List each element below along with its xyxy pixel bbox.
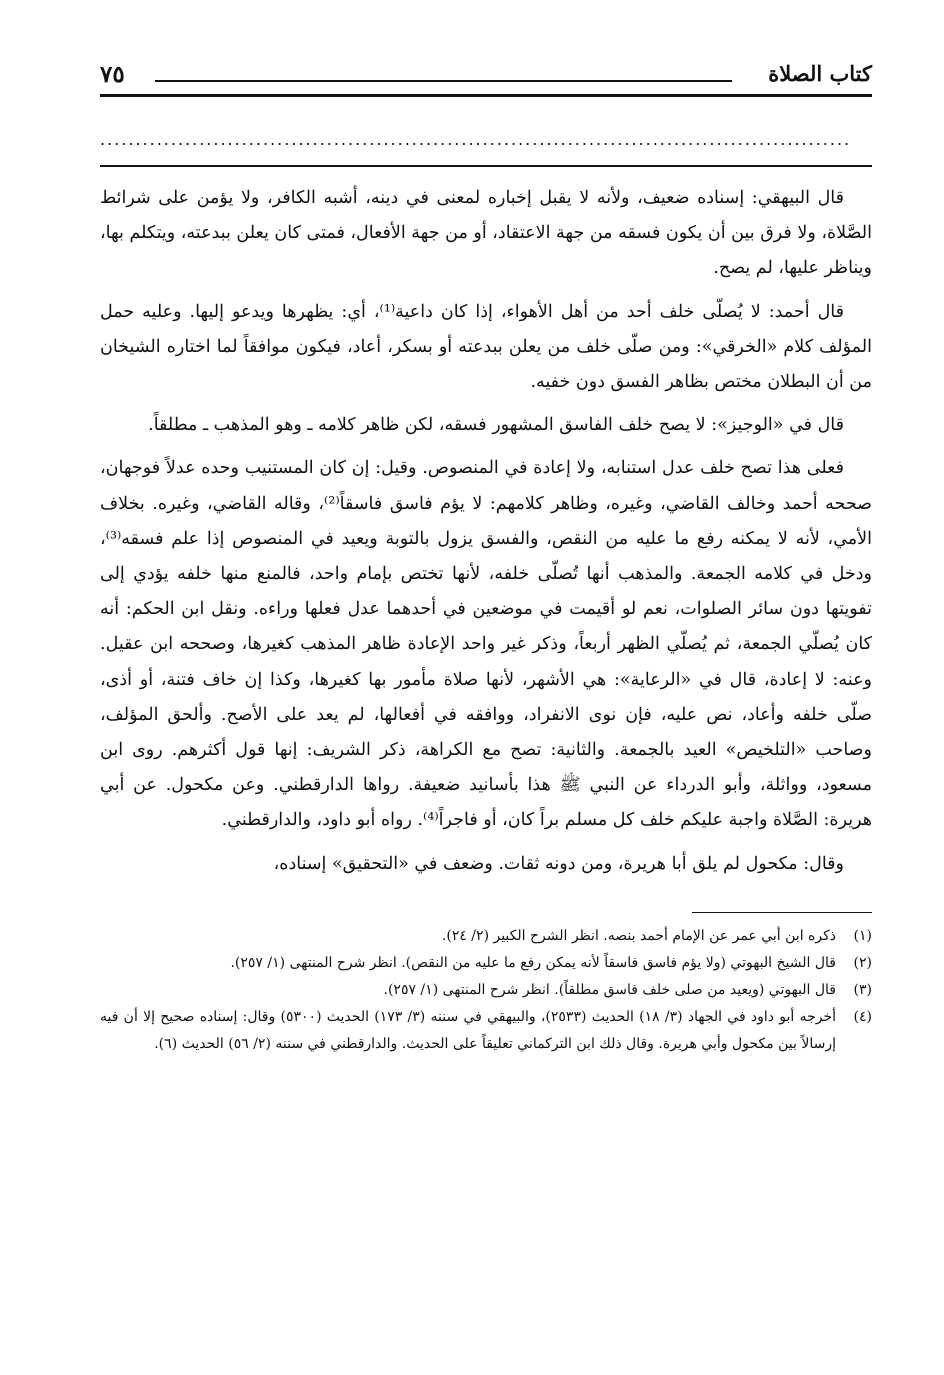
book-page <box>100 52 872 1332</box>
footnote-text: أخرجه أبو داود في الجهاد (٣/ ١٨) الحديث (٢٥٣٣)، والبيهقي في سننه (٣/ ١٧٣) الحديث (٥٣٠٠) وقال: إسناده صحيح إلا أن فيه إرسالاً بين مكحول وأبي هريرة. وقال ذلك ابن التركماني تعليقاً على الحديث. والدارقطني في سننه (٢/ ٥٦) الحديث (٦). <box>100 1008 837 1052</box>
header-rule <box>100 94 872 97</box>
book-title: كتاب الصلاة <box>768 61 872 86</box>
page-number: ٧٥ <box>100 61 125 88</box>
paragraph: قال أحمد: لا يُصلّى خلف أحد من أهل الأهواء، إذا كان داعية⁽¹⁾، أي: يظهرها ويدعو إليها. وعليه حمل المؤلف كلام «الخرقي»: ومن صلّى خلف من يعلن ببدعته أو بسكر، أعاد، فيكون موافقاً لما اختاره الشيخان من أن البطلان مختص بظاهر الفسق دون خفيه. <box>100 301 872 393</box>
paragraph: قال البيهقي: إسناده ضعيف، ولأنه لا يقبل إخباره لمعنى في دينه، أشبه الكافر، ولا يؤمن على شرائط الصَّلاة، ولا فرق بين أن يكون فسقه من جهة الاعتقاد، أو من جهة الأفعال، فمتى كان يعلن ببدعته، ويتكلم بها، ويناظر عليها، لم يصح. <box>100 188 872 279</box>
footnote-rule <box>692 912 872 913</box>
body-text <box>100 181 872 882</box>
footnote-text: قال الشيخ البهوتي (ولا يؤم فاسق فاسقاً لأنه يمكن رفع ما عليه من النقص). انظر شرح المنتهى (١/ ٢٥٧). <box>230 954 836 971</box>
paragraph: قال في «الوجيز»: لا يصح خلف الفاسق المشهور فسقه، لكن ظاهر كلامه ـ وهو المذهب ـ مطلقاً. <box>148 415 844 436</box>
footnote-text: ذكره ابن أبي عمر عن الإمام أحمد بنصه. انظر الشرح الكبير (٢/ ٢٤). <box>441 927 836 944</box>
footnote <box>100 923 872 950</box>
footnote-number: (٤) <box>853 1008 872 1025</box>
footnotes <box>100 923 872 1058</box>
footnote <box>100 977 872 1004</box>
running-header <box>100 52 872 90</box>
footnote <box>100 950 872 977</box>
footnote-text: قال البهوتي (ويعيد من صلى خلف فاسق مطلقاً). انظر شرح المنتهى (١/ ٢٥٧). <box>383 981 836 998</box>
footnote <box>100 1004 872 1058</box>
footnote-number: (٢) <box>853 954 872 971</box>
dotted-separator: .......................................................................................................... <box>100 135 852 145</box>
section-rule <box>100 165 872 167</box>
footnote-number: (٣) <box>853 981 872 998</box>
header-line <box>155 80 732 82</box>
footnote-number: (١) <box>853 927 872 944</box>
paragraph: فعلى هذا تصح خلف عدل استنابه، ولا إعادة في المنصوص. وقيل: إن كان المستنيب وحده عدلاً فوجهان، صححه أحمد وخالف القاضي، وغيره، وظاهر كلامهم: لا يؤم فاسق فاسقاً⁽²⁾، وقاله القاضي، وغيره. بخلاف الأمي، لأنه لا يمكنه رفع ما عليه من النقص، والفسق يزول بالتوبة ويعيد في المنصوص إذا علم فسقه⁽³⁾، ودخل في كلامه الجمعة. والمذهب أنها تُصلّى خلفه، لأنها تختص بإمام واحد، فالمنع منها خلفه يؤدي إلى تفويتها دون سائر الصلوات، نعم لو أقيمت في موضعين في أحدهما عدل فعلها وراءه. ونقل ابن الحكم: أنه كان يُصلّي الجمعة، ثم يُصلّي الظهر أربعاً، وذكر غير واحد الإعادة ظاهر المذهب كغيرها، وصححه ابن عقيل. وعنه: لا إعادة، قال في «الرعاية»: هي الأشهر، لأنها صلاة مأمور بها كغيرها، وكذا إن خاف فتنة، أو أذى، صلّى خلفه وأعاد، نص عليه، فإن نوى الانفراد، ووافقه في أفعالها، لم يعد على الأصح. وألحق المؤلف، وصاحب «التلخيص» العيد بالجمعة. والثانية: تصح مع الكراهة، ذكر الشريف: إنها قول أكثرهم. روى ابن مسعود، وواثلة، وأبو الدرداء عن النبي ﷺ هذا بأسانيد ضعيفة. رواها الدارقطني. وعن مكحول. عن أبي هريرة: الصَّلاة واجبة عليكم خلف كل مسلم براً كان، أو فاجراً⁽⁴⁾. رواه أبو داود، والدارقطني. <box>100 458 872 831</box>
paragraph: وقال: مكحول لم يلق أبا هريرة، ومن دونه ثقات. وضعف في «التحقيق» إسناده، <box>273 853 844 874</box>
